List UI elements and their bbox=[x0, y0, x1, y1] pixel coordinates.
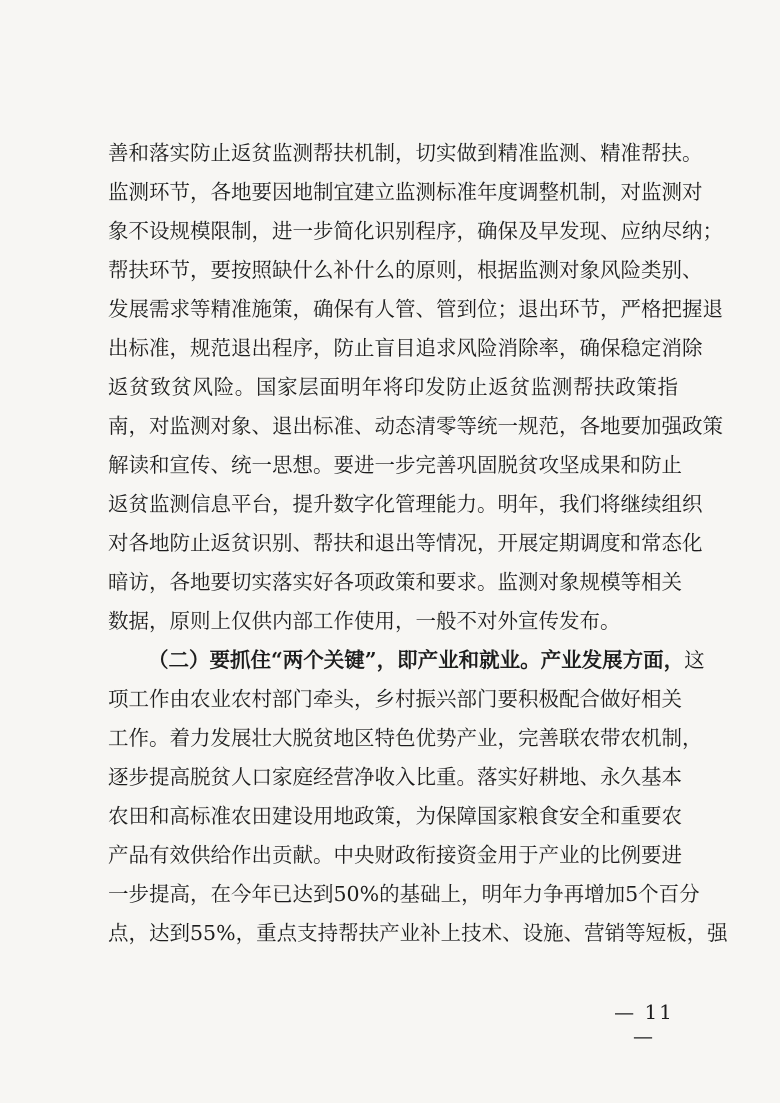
text-line: 一步提高，在今年已达到50%的基础上，明年力争再增加5个百分 bbox=[108, 882, 700, 906]
text-line: 出标准，规范退出程序，防止盲目追求风险消除率，确保稳定消除 bbox=[108, 336, 703, 360]
text-line: 项工作由农业农村部门牵头，乡村振兴部门要积极配合做好相关 bbox=[108, 687, 682, 711]
text-line: 返贫监测信息平台，提升数字化管理能力。明年，我们将继续组织 bbox=[108, 492, 703, 516]
text-line: 监测环节，各地要因地制宜建立监测标准年度调整机制，对监测对 bbox=[108, 180, 703, 204]
page-number: — 11 — bbox=[614, 1000, 674, 1048]
text-line: 农田和高标准农田建设用地政策，为保障国家粮食安全和重要农 bbox=[108, 804, 682, 828]
text-line: 解读和宣传、统一思想。要进一步完善巩固脱贫攻坚成果和防止 bbox=[108, 453, 682, 477]
text-line: 善和落实防止返贫监测帮扶机制，切实做到精准监测、精准帮扶。 bbox=[108, 141, 703, 165]
section-heading-line bbox=[108, 641, 705, 680]
text-line: 产品有效供给作出贡献。中央财政衔接资金用于产业的比例要进 bbox=[108, 843, 682, 867]
text-line: 象不设规模限制，进一步简化识别程序，确保及早发现、应纳尽纳； bbox=[108, 219, 723, 243]
text-line: 暗访，各地要切实落实好各项政策和要求。监测对象规模等相关 bbox=[108, 570, 682, 594]
text-line: 发展需求等精准施策，确保有人管、管到位；退出环节，严格把握退 bbox=[108, 297, 723, 321]
section-heading: （二）要抓住“两个关键”，即产业和就业。产业发展方面， bbox=[148, 648, 685, 672]
text-line: 南，对监测对象、退出标准、动态清零等统一规范，各地要加强政策 bbox=[108, 414, 723, 438]
text-line: 数据，原则上仅供内部工作使用，一般不对外宣传发布。 bbox=[108, 609, 621, 633]
text-line: 工作。着力发展壮大脱贫地区特色优势产业，完善联农带农机制， bbox=[108, 726, 703, 750]
section-heading-tail: 这 bbox=[684, 648, 705, 672]
text-line: 帮扶环节，要按照缺什么补什么的原则，根据监测对象风险类别、 bbox=[108, 258, 703, 282]
document-body bbox=[108, 134, 728, 953]
text-line: 返贫致贫风险。国家层面明年将印发防止返贫监测帮扶政策指 bbox=[108, 375, 678, 399]
text-line: 点，达到55%，重点支持帮扶产业补上技术、设施、营销等短板，强 bbox=[108, 921, 728, 945]
text-line: 逐步提高脱贫人口家庭经营净收入比重。落实好耕地、永久基本 bbox=[108, 765, 682, 789]
text-line: 对各地防止返贫识别、帮扶和退出等情况，开展定期调度和常态化 bbox=[108, 531, 703, 555]
